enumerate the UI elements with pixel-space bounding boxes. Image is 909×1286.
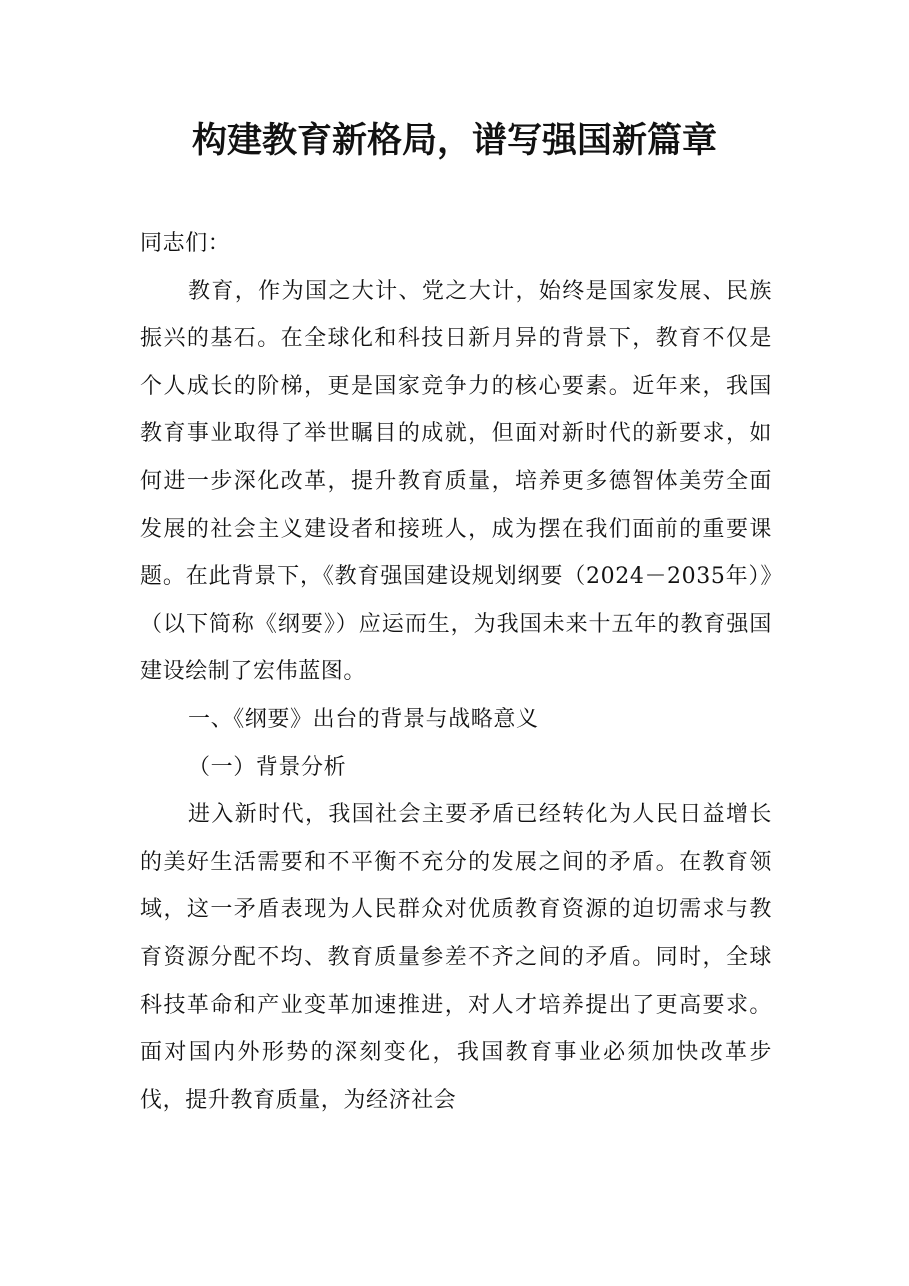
paragraph-intro: 教育，作为国之大计、党之大计，始终是国家发展、民族振兴的基石。在全球化和科技日新月异的背景下，教育不仅是个人成长的阶梯，更是国家竞争力的核心要素。近年来，我国教育事业取得了举世瞩目的成就，但面对新时代的新要求，如何进一步深化改革，提升教育质量，培养更多德智体美劳全面发展的社会主义建设者和接班人，成为摆在我们面前的重要课题。在此背景下，《教育强国建设规划纲要（2024－2035年）》（以下简称《纲要》）应运而生，为我国未来十五年的教育强国建设绘制了宏伟蓝图。 — [140, 278, 772, 685]
section-heading-1: 一、《纲要》出台的背景与战略意义 — [188, 706, 539, 732]
document-body — [140, 220, 772, 1124]
salutation: 同志们： — [140, 231, 231, 256]
paragraph-background: 进入新时代，我国社会主要矛盾已经转化为人民日益增长的美好生活需要和不平衡不充分的发展之间的矛盾。在教育领域，这一矛盾表现为人民群众对优质教育资源的迫切需求与教育资源分配不均、教育质量参差不齐之间的矛盾。同时，全球科技革命和产业变革加速推进，对人才培养提出了更高要求。面对国内外形势的深刻变化，我国教育事业必须加快改革步伐，提升教育质量，为经济社会 — [140, 802, 772, 1113]
document-title: 构建教育新格局，谱写强国新篇章 — [191, 121, 717, 161]
subsection-heading-1: （一）背景分析 — [188, 754, 347, 780]
